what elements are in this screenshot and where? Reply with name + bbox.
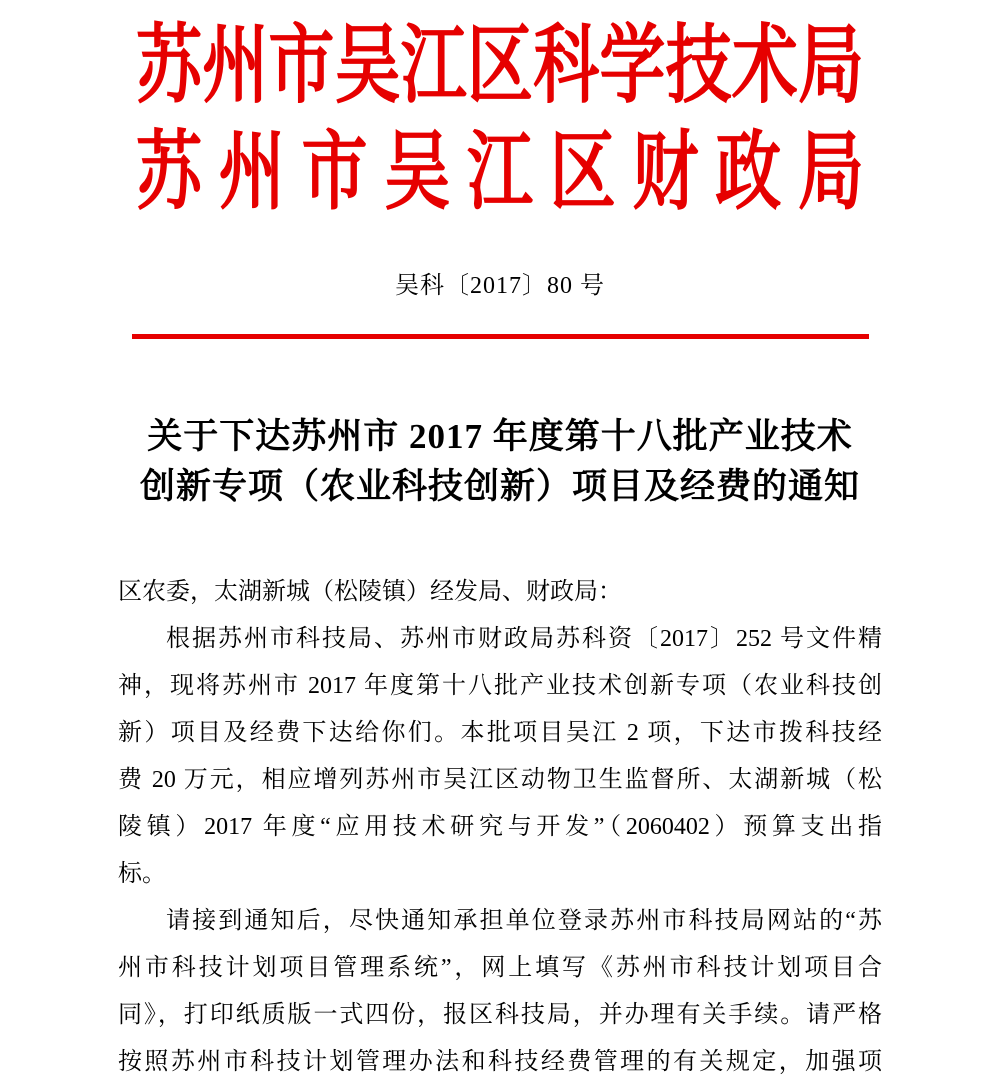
document-body — [118, 569, 882, 1086]
body-line: 州市科技计划项目管理系统”，网上填写《苏州市科技计划项目合 — [118, 955, 882, 981]
document-number: 吴科〔2017〕80 号 — [395, 273, 605, 299]
body-line: 按照苏州市科技计划管理办法和科技经费管理的有关规定，加强项 — [118, 1049, 882, 1075]
body-line: 同》，打印纸质版一式四份，报区科技局，并办理有关手续。请严格 — [118, 1002, 882, 1028]
agency-name-line2: 苏州市吴江区财政局 — [136, 125, 864, 221]
document-title-line2: 创新专项（农业科技创新）项目及经费的通知 — [139, 467, 860, 506]
body-line: 神，现将苏州市 2017 年度第十八批产业技术创新专项（农业科技创 — [118, 673, 882, 699]
body-line: 新）项目及经费下达给你们。本批项目吴江 2 项，下达市拨科技经 — [118, 720, 882, 746]
red-divider-rule — [132, 334, 869, 339]
body-line: 费 20 万元，相应增列苏州市吴江区动物卫生监督所、太湖新城（松 — [118, 767, 882, 793]
body-line: 标。 — [118, 861, 166, 887]
body-salutation: 区农委，太湖新城（松陵镇）经发局、财政局： — [118, 579, 622, 605]
agency-name-line1: 苏州市吴江区科学技术局 — [136, 19, 864, 115]
body-line: 陵镇）2017 年度“应用技术研究与开发”（2060402）预算支出指 — [118, 814, 882, 840]
body-line: 根据苏州市科技局、苏州市财政局苏科资〔2017〕252 号文件精 — [166, 626, 882, 652]
agency-header — [136, 14, 864, 227]
document-title-line1: 关于下达苏州市 2017 年度第十八批产业技术 — [147, 417, 853, 456]
body-line: 请接到通知后，尽快通知承担单位登录苏州市科技局网站的“苏 — [166, 908, 882, 934]
document-title — [0, 412, 1000, 512]
